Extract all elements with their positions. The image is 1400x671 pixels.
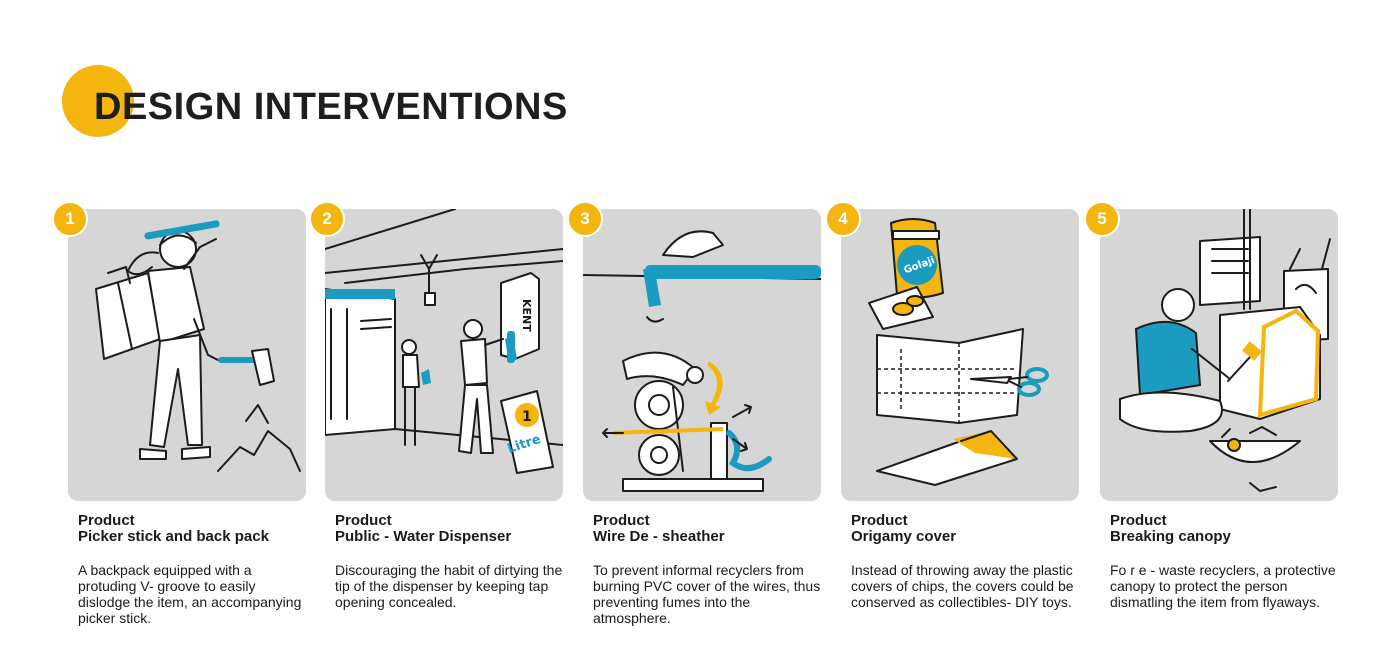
breaking-canopy-illustration (1100, 209, 1338, 501)
product-name: Picker stick and back pack (78, 528, 269, 545)
product-label: Product (593, 512, 650, 529)
product-description: A backpack equipped with a protuding V- groove to easily dislodge the item, an accompanying picker stick. (78, 562, 302, 626)
origamy-cover-illustration (841, 209, 1079, 501)
product-label: Product (851, 512, 908, 529)
product-name: Origamy cover (851, 528, 957, 545)
board-text: Litre (505, 431, 543, 457)
water-dispenser-illustration (325, 209, 563, 501)
step-number-badge: 3 (567, 201, 603, 237)
illustration-panel (325, 209, 563, 501)
card-picker-stick (60, 0, 300, 671)
card-breaking-canopy (1092, 0, 1336, 671)
product-description: Fo r e - waste recyclers, a protective canopy to protect the person dismatling the item from flyaways. (1110, 562, 1336, 610)
product-label: Product (335, 512, 392, 529)
backpack-picker-illustration (68, 209, 306, 501)
product-description: Instead of throwing away the plastic covers of chips, the covers could be conserved as collectibles- DIY toys. (851, 562, 1074, 610)
illustration-panel (841, 209, 1079, 501)
packet-brand-text: Golaji (902, 255, 937, 277)
product-description: To prevent informal recyclers from burning PVC cover of the wires, thus preventing fumes into the atmosphere. (593, 562, 821, 626)
illustration-panel (1100, 209, 1338, 501)
product-description: Discouraging the habit of dirtying the tip of the dispenser by keeping tap opening concealed. (335, 562, 563, 610)
step-number-badge: 2 (309, 201, 345, 237)
card-origamy-cover (833, 0, 1073, 671)
board-number: 1 (522, 409, 532, 425)
product-name: Public - Water Dispenser (335, 528, 512, 545)
dispenser-brand-text: KENT (520, 299, 533, 332)
card-water-dispenser (317, 0, 563, 671)
step-number-badge: 5 (1084, 201, 1120, 237)
card-wire-desheather (575, 0, 821, 671)
product-label: Product (1110, 512, 1167, 529)
illustration-panel (583, 209, 821, 501)
product-name: Breaking canopy (1110, 528, 1231, 545)
page-title: DESIGN INTERVENTIONS (94, 86, 568, 128)
illustration-panel (68, 209, 306, 501)
step-number-badge: 1 (52, 201, 88, 237)
product-label: Product (78, 512, 135, 529)
step-number-badge: 4 (825, 201, 861, 237)
product-name: Wire De - sheather (593, 528, 725, 545)
wire-desheather-illustration (583, 209, 821, 501)
